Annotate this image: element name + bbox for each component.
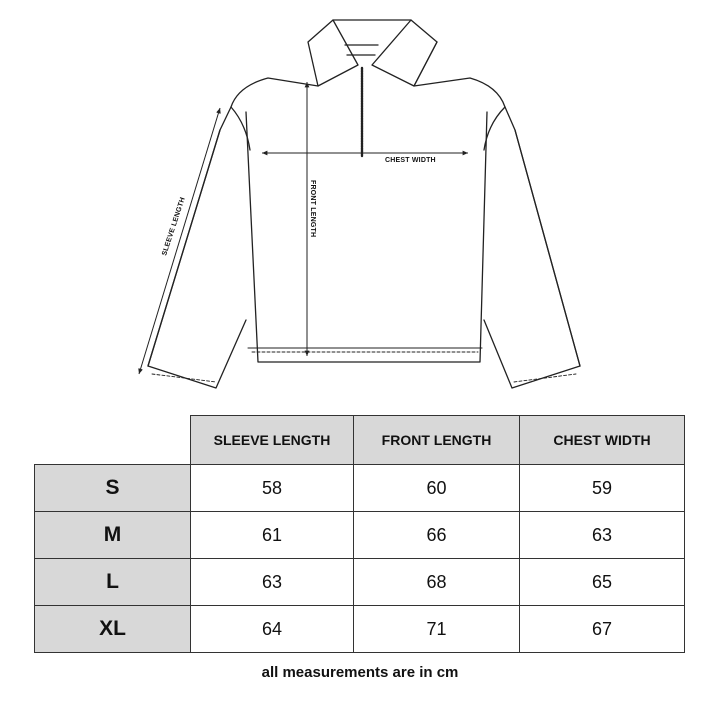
value-cell: 68 [354, 559, 520, 606]
value-cell: 66 [354, 512, 520, 559]
sleeve-length-arrow [139, 108, 220, 374]
value-cell: 59 [520, 465, 685, 512]
size-table [34, 415, 685, 653]
left-cuff [152, 374, 216, 382]
right-sleeve [484, 130, 580, 388]
value-cell: 65 [520, 559, 685, 606]
header-sleeve-length: SLEEVE LENGTH [191, 416, 354, 465]
collar-right [372, 20, 437, 86]
torso [246, 112, 487, 362]
value-cell: 67 [520, 606, 685, 653]
front-length-label: FRONT LENGTH [309, 180, 316, 238]
measurement-note: all measurements are in cm [261, 664, 459, 681]
body-outline [148, 42, 580, 366]
header-chest-width: CHEST WIDTH [520, 416, 685, 465]
header-front-length: FRONT LENGTH [354, 416, 520, 465]
size-label: M [35, 512, 191, 559]
table-row [35, 465, 685, 512]
value-cell: 63 [520, 512, 685, 559]
corner-cell [35, 416, 191, 465]
value-cell: 71 [354, 606, 520, 653]
left-sleeve [148, 130, 246, 388]
table-row [35, 559, 685, 606]
size-label: L [35, 559, 191, 606]
collar-left [308, 20, 358, 86]
table-row [35, 512, 685, 559]
value-cell: 61 [191, 512, 354, 559]
value-cell: 60 [354, 465, 520, 512]
value-cell: 58 [191, 465, 354, 512]
sleeve-length-label: SLEEVE LENGTH [161, 196, 187, 257]
size-label: S [35, 465, 191, 512]
right-cuff [514, 374, 576, 382]
value-cell: 63 [191, 559, 354, 606]
chest-width-label: CHEST WIDTH [385, 157, 436, 164]
size-label: XL [35, 606, 191, 653]
header-row [35, 416, 685, 465]
value-cell: 64 [191, 606, 354, 653]
table-row [35, 606, 685, 653]
